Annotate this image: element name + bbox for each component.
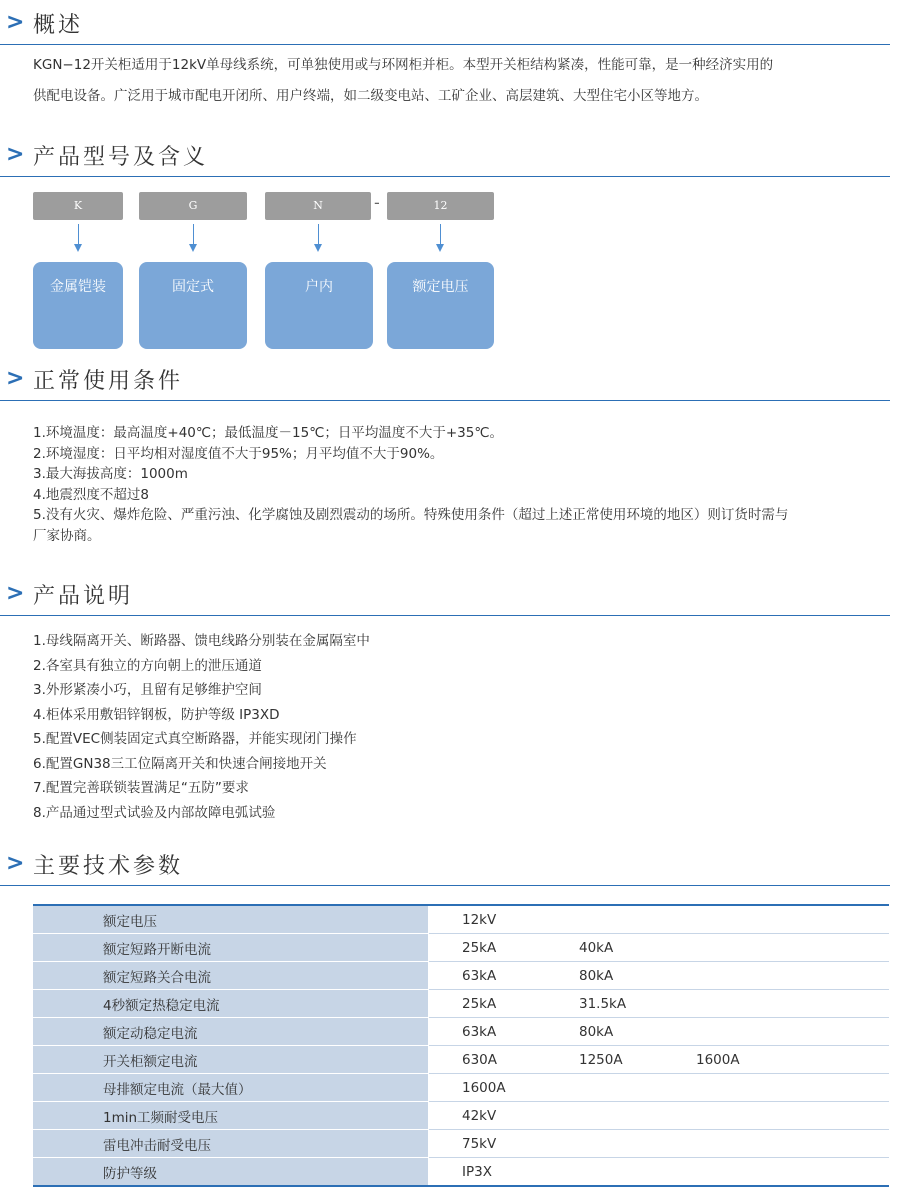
table-row xyxy=(33,1074,889,1102)
down-arrow-icon xyxy=(189,244,197,252)
arrow-line-1 xyxy=(78,224,79,246)
param-name: 1min工频耐受电压 xyxy=(33,1102,429,1130)
table-row xyxy=(33,1102,889,1130)
section-header-description xyxy=(0,575,890,616)
code-box-g: G xyxy=(139,192,247,220)
list-item: 1.母线隔离开关、断路器、馈电线路分别装在金属隔室中 xyxy=(33,633,370,649)
section-title-overview: 概述 xyxy=(33,13,84,38)
meaning-box-metal-clad: 金属铠装 xyxy=(33,262,123,349)
param-value: 80kA xyxy=(579,1018,696,1046)
param-value xyxy=(696,1102,889,1130)
table-row xyxy=(33,1018,889,1046)
arrow-line-3 xyxy=(318,224,319,246)
meaning-box-fixed: 固定式 xyxy=(139,262,247,349)
param-value: 12kV xyxy=(429,905,580,934)
param-value xyxy=(696,1130,889,1158)
list-item: 2.环境湿度：日平均相对湿度值不大于95%；月平均值不大于90%。 xyxy=(33,445,444,462)
params-table xyxy=(33,904,889,1187)
section-title-model: 产品型号及含义 xyxy=(33,145,209,170)
param-value: IP3X xyxy=(429,1158,580,1187)
param-value xyxy=(696,1074,889,1102)
param-name: 开关柜额定电流 xyxy=(33,1046,429,1074)
list-item: 4.地震烈度不超过8 xyxy=(33,486,149,503)
param-value xyxy=(696,1018,889,1046)
param-value: 80kA xyxy=(579,962,696,990)
param-value xyxy=(696,934,889,962)
param-name: 母排额定电流（最大值） xyxy=(33,1074,429,1102)
param-name: 4秒额定热稳定电流 xyxy=(33,990,429,1018)
meaning-box-rated-voltage: 额定电压 xyxy=(387,262,494,349)
table-row xyxy=(33,1130,889,1158)
chevron-right-icon: > xyxy=(6,10,25,35)
section-header-conditions xyxy=(0,360,890,401)
list-item: 3.外形紧凑小巧，且留有足够维护空间 xyxy=(33,682,262,698)
param-value xyxy=(696,905,889,934)
param-name: 额定短路开断电流 xyxy=(33,934,429,962)
overview-text xyxy=(33,50,873,112)
param-value: 25kA xyxy=(429,990,580,1018)
param-value xyxy=(579,1074,696,1102)
section-header-model xyxy=(0,136,890,177)
param-value: 1600A xyxy=(696,1046,889,1074)
param-name: 防护等级 xyxy=(33,1158,429,1187)
param-value xyxy=(579,1130,696,1158)
section-header-params xyxy=(0,845,890,886)
list-item: 4.柜体采用敷铝锌钢板，防护等级 IP3XD xyxy=(33,706,280,723)
list-item: 2.各室具有独立的方向朝上的泄压通道 xyxy=(33,657,262,674)
param-value: 25kA xyxy=(429,934,580,962)
param-value: 630A xyxy=(429,1046,580,1074)
arrow-line-2 xyxy=(193,224,194,246)
table-row xyxy=(33,1158,889,1187)
chevron-right-icon: > xyxy=(6,366,25,391)
code-box-k: K xyxy=(33,192,123,220)
param-value: 31.5kA xyxy=(579,990,696,1018)
chevron-right-icon: > xyxy=(6,142,25,167)
section-title-conditions: 正常使用条件 xyxy=(33,369,184,394)
description-list xyxy=(33,629,893,825)
overview-line-1: KGN−12开关柜适用于12kV单母线系统，可单独使用或与环网柜并柜。本型开关柜结构紧凑，性能可靠，是一种经济实用的 xyxy=(33,57,774,73)
param-value: 63kA xyxy=(429,1018,580,1046)
param-name: 额定电压 xyxy=(33,905,429,934)
list-item: 厂家协商。 xyxy=(33,527,101,544)
param-value xyxy=(696,962,889,990)
code-box-12: 12 xyxy=(387,192,494,220)
code-box-n: N xyxy=(265,192,371,220)
param-value xyxy=(579,905,696,934)
param-value: 1600A xyxy=(429,1074,580,1102)
down-arrow-icon xyxy=(74,244,82,252)
param-value xyxy=(696,990,889,1018)
arrow-line-4 xyxy=(440,224,441,246)
conditions-list xyxy=(33,423,893,546)
table-row xyxy=(33,905,889,934)
list-item: 8.产品通过型式试验及内部故障电弧试验 xyxy=(33,804,276,821)
section-header-overview xyxy=(0,4,890,45)
param-value: 63kA xyxy=(429,962,580,990)
param-value: 1250A xyxy=(579,1046,696,1074)
down-arrow-icon xyxy=(436,244,444,252)
param-value xyxy=(696,1158,889,1187)
param-name: 额定动稳定电流 xyxy=(33,1018,429,1046)
param-name: 额定短路关合电流 xyxy=(33,962,429,990)
param-value xyxy=(579,1158,696,1187)
param-name: 雷电冲击耐受电压 xyxy=(33,1130,429,1158)
chevron-right-icon: > xyxy=(6,581,25,606)
param-value xyxy=(579,1102,696,1130)
table-row xyxy=(33,934,889,962)
list-item: 5.没有火灾、爆炸危险、严重污浊、化学腐蚀及剧烈震动的场所。特殊使用条件（超过上述正常使用环境的地区）则订货时需与 xyxy=(33,507,789,523)
table-row xyxy=(33,1046,889,1074)
table-row xyxy=(33,962,889,990)
list-item: 7.配置完善联锁装置满足“五防”要求 xyxy=(33,780,249,796)
down-arrow-icon xyxy=(314,244,322,252)
list-item: 3.最大海拔高度：1000m xyxy=(33,466,188,482)
list-item: 1.环境温度：最高温度+40℃；最低温度－15℃；日平均温度不大于+35℃。 xyxy=(33,425,504,441)
code-dash: - xyxy=(374,193,380,212)
section-title-description: 产品说明 xyxy=(33,584,134,609)
list-item: 6.配置GN38三工位隔离开关和快速合闸接地开关 xyxy=(33,755,327,772)
meaning-box-indoor: 户内 xyxy=(265,262,373,349)
table-row xyxy=(33,990,889,1018)
param-value: 42kV xyxy=(429,1102,580,1130)
section-title-params: 主要技术参数 xyxy=(33,854,184,879)
param-value: 75kV xyxy=(429,1130,580,1158)
chevron-right-icon: > xyxy=(6,851,25,876)
overview-line-2: 供配电设备。广泛用于城市配电开闭所、用户终端，如二级变电站、工矿企业、高层建筑、大型住宅小区等地方。 xyxy=(33,88,708,104)
param-value: 40kA xyxy=(579,934,696,962)
list-item: 5.配置VEC侧装固定式真空断路器，并能实现闭门操作 xyxy=(33,731,357,747)
